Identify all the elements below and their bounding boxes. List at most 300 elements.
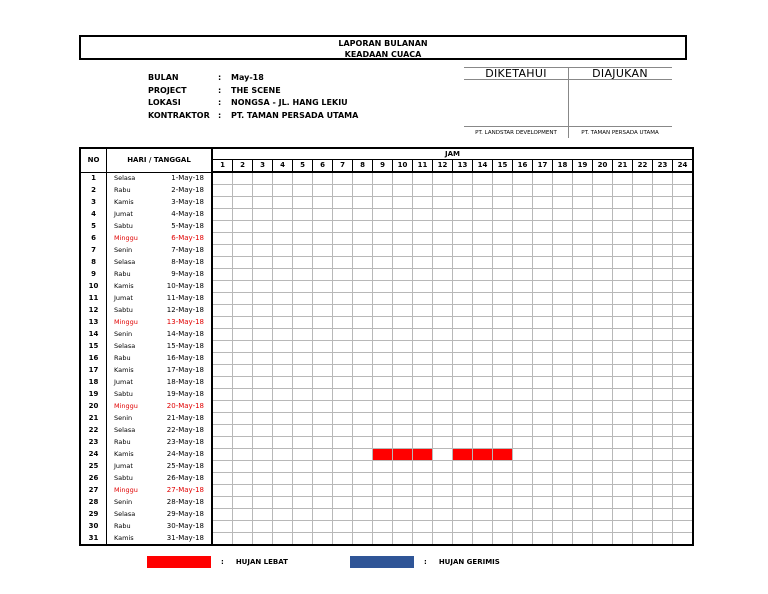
- table-row: [80, 449, 693, 461]
- hour-cell: [633, 269, 653, 281]
- hour-cell: [493, 509, 513, 521]
- hour-cell: [593, 233, 613, 245]
- day-name: Sabtu: [114, 306, 133, 314]
- day-date: 12-May-18: [166, 306, 204, 314]
- hour-cell: [212, 521, 233, 533]
- table-row: [80, 533, 693, 546]
- hour-cell: [453, 269, 473, 281]
- approval-diajukan: [568, 67, 672, 138]
- hour-cell: [293, 497, 313, 509]
- row-number: 15: [80, 341, 107, 353]
- hour-cell: [253, 209, 273, 221]
- hour-cell: [433, 377, 453, 389]
- hour-cell: [533, 437, 553, 449]
- hour-cell: [573, 233, 593, 245]
- hour-cell: [453, 197, 473, 209]
- info-row-kontraktor: [148, 111, 358, 124]
- hour-cell: [533, 521, 553, 533]
- hour-cell: [212, 293, 233, 305]
- hour-cell: [273, 485, 293, 497]
- day-name: Minggu: [114, 402, 138, 410]
- hour-cell: [233, 317, 253, 329]
- hour-cell: [473, 377, 493, 389]
- info-value: PT. TAMAN PERSADA UTAMA: [231, 110, 359, 120]
- row-number: 16: [80, 353, 107, 365]
- hour-cell: [593, 521, 613, 533]
- hour-cell: [653, 401, 673, 413]
- hour-cell: [653, 437, 673, 449]
- hour-cell: [293, 329, 313, 341]
- hour-cell: [413, 461, 433, 473]
- row-number: 2: [80, 185, 107, 197]
- hour-cell: [373, 197, 393, 209]
- day-date: 31-May-18: [166, 533, 204, 542]
- hour-cell: [613, 509, 633, 521]
- hour-cell: [413, 353, 433, 365]
- hour-cell: [613, 293, 633, 305]
- hour-cell: [212, 221, 233, 233]
- hour-cell: [253, 521, 273, 533]
- hour-cell: [293, 437, 313, 449]
- hour-cell: [393, 413, 413, 425]
- hour-cell: [673, 317, 694, 329]
- hour-cell: [433, 437, 453, 449]
- hour-cell: [593, 461, 613, 473]
- hour-cell: [553, 197, 573, 209]
- hour-cell: [633, 413, 653, 425]
- hour-cell: [353, 197, 373, 209]
- hour-cell: [293, 305, 313, 317]
- hour-cell: [593, 185, 613, 197]
- hour-cell: [573, 353, 593, 365]
- hour-cell: [613, 485, 633, 497]
- hour-cell: [513, 425, 533, 437]
- day-name: Selasa: [114, 510, 136, 518]
- hour-cell: [393, 329, 413, 341]
- hour-cell: [593, 269, 613, 281]
- info-colon: :: [218, 85, 222, 95]
- hour-cell: [613, 413, 633, 425]
- hour-cell: [233, 377, 253, 389]
- hour-cell: [233, 473, 253, 485]
- hour-cell: [653, 509, 673, 521]
- hour-cell: [553, 365, 573, 377]
- hour-cell: [573, 257, 593, 269]
- hour-cell: [353, 437, 373, 449]
- hour-cell: [253, 497, 273, 509]
- hour-cell: [493, 233, 513, 245]
- hour-cell: [253, 341, 273, 353]
- hour-cell: [212, 509, 233, 521]
- hour-cell: [453, 329, 473, 341]
- hour-cell: [553, 233, 573, 245]
- legend-label: HUJAN LEBAT: [235, 558, 288, 566]
- hour-cell: [633, 437, 653, 449]
- hour-header-cell: 20: [593, 160, 613, 173]
- weather-grid: [79, 147, 694, 546]
- hour-cell: [253, 365, 273, 377]
- hour-cell: [473, 365, 493, 377]
- hour-cell: [233, 245, 253, 257]
- hour-header-cell: 5: [293, 160, 313, 173]
- hour-cell: [493, 197, 513, 209]
- hour-cell: [212, 233, 233, 245]
- hour-cell: [433, 269, 453, 281]
- info-colon: :: [218, 110, 222, 120]
- row-number: 12: [80, 305, 107, 317]
- hour-cell: [233, 185, 253, 197]
- hour-cell: [433, 209, 453, 221]
- row-day-date: [107, 172, 213, 185]
- hour-cell: [253, 389, 273, 401]
- hour-cell: [553, 185, 573, 197]
- hour-cell: [513, 281, 533, 293]
- hour-cell: [253, 293, 273, 305]
- hour-cell: [373, 329, 393, 341]
- hour-cell: [293, 509, 313, 521]
- hour-cell: [533, 353, 553, 365]
- hour-cell: [473, 521, 493, 533]
- hour-cell: [613, 245, 633, 257]
- row-number: 10: [80, 281, 107, 293]
- hour-cell: [633, 473, 653, 485]
- hour-cell: [633, 521, 653, 533]
- hour-cell: [593, 413, 613, 425]
- hour-cell: [433, 221, 453, 233]
- hour-cell: [313, 197, 333, 209]
- hour-cell: [393, 461, 413, 473]
- hour-cell: [273, 341, 293, 353]
- hour-header-cell: 8: [353, 160, 373, 173]
- day-name: Rabu: [114, 270, 131, 278]
- hour-cell: [373, 233, 393, 245]
- hour-cell: [212, 473, 233, 485]
- hour-cell: [573, 305, 593, 317]
- hour-cell: [353, 365, 373, 377]
- hour-cell: [313, 377, 333, 389]
- hour-cell: [393, 245, 413, 257]
- row-day-date: [107, 473, 213, 485]
- hour-cell: [513, 389, 533, 401]
- hour-cell: [353, 172, 373, 185]
- hour-header-cell: 14: [473, 160, 493, 173]
- hour-cell: [273, 305, 293, 317]
- hour-cell: [293, 209, 313, 221]
- legend-heavy-rain: [147, 556, 288, 568]
- hour-cell: [453, 257, 473, 269]
- hour-cell: [273, 389, 293, 401]
- hour-cell: [573, 509, 593, 521]
- hour-cell: [433, 533, 453, 546]
- hour-cell: [453, 485, 473, 497]
- hour-cell: [593, 197, 613, 209]
- hour-cell: [633, 233, 653, 245]
- hour-cell: [493, 401, 513, 413]
- hour-cell: [613, 437, 633, 449]
- hour-cell: [413, 509, 433, 521]
- hour-cell: [653, 521, 673, 533]
- row-day-date: [107, 329, 213, 341]
- hour-cell: [653, 305, 673, 317]
- row-number: 3: [80, 197, 107, 209]
- hour-cell: [373, 293, 393, 305]
- hour-cell: [593, 497, 613, 509]
- row-number: 26: [80, 473, 107, 485]
- hour-cell: [293, 293, 313, 305]
- hour-cell: [473, 221, 493, 233]
- hour-cell: [513, 401, 533, 413]
- hour-cell: [233, 305, 253, 317]
- hour-cell: [513, 233, 533, 245]
- hour-cell: [673, 533, 694, 546]
- row-day-date: [107, 449, 213, 461]
- day-date: 20-May-18: [166, 402, 204, 410]
- hour-cell: [313, 209, 333, 221]
- hour-cell: [373, 485, 393, 497]
- hour-cell: [393, 401, 413, 413]
- hour-cell: [533, 269, 553, 281]
- hour-cell: [493, 305, 513, 317]
- hour-cell: [393, 209, 413, 221]
- hour-cell: [353, 449, 373, 461]
- hour-cell: [653, 172, 673, 185]
- hour-cell-heavy-rain: [453, 449, 473, 461]
- hour-cell: [393, 497, 413, 509]
- hour-cell: [653, 365, 673, 377]
- header-day: HARI / TANGGAL: [107, 148, 213, 172]
- hour-cell: [593, 317, 613, 329]
- hour-cell: [393, 533, 413, 546]
- table-row: [80, 365, 693, 377]
- hour-cell: [413, 245, 433, 257]
- hour-cell: [273, 172, 293, 185]
- hour-cell: [253, 377, 273, 389]
- hour-cell: [473, 269, 493, 281]
- hour-cell: [613, 233, 633, 245]
- hour-cell: [293, 221, 313, 233]
- hour-cell: [633, 497, 653, 509]
- hour-cell: [673, 245, 694, 257]
- hour-cell: [613, 461, 633, 473]
- hour-cell: [453, 353, 473, 365]
- hour-cell: [313, 172, 333, 185]
- hour-cell: [553, 461, 573, 473]
- hour-cell: [313, 269, 333, 281]
- hour-cell: [212, 185, 233, 197]
- hour-cell: [433, 293, 453, 305]
- hour-cell: [533, 341, 553, 353]
- hour-cell: [273, 257, 293, 269]
- table-row: [80, 329, 693, 341]
- hour-cell: [553, 389, 573, 401]
- hour-cell: [413, 172, 433, 185]
- hour-cell: [393, 509, 413, 521]
- hour-cell: [573, 521, 593, 533]
- table-row: [80, 269, 693, 281]
- hour-cell: [493, 533, 513, 546]
- day-date: 1-May-18: [171, 174, 204, 182]
- hour-cell: [373, 245, 393, 257]
- hour-cell: [413, 233, 433, 245]
- hour-cell: [573, 425, 593, 437]
- row-number: 22: [80, 425, 107, 437]
- hour-cell: [313, 425, 333, 437]
- hour-cell: [353, 245, 373, 257]
- hour-cell: [533, 425, 553, 437]
- hour-header-cell: 24: [673, 160, 694, 173]
- hour-cell: [253, 317, 273, 329]
- hour-cell: [513, 293, 533, 305]
- table-row: [80, 377, 693, 389]
- hour-cell: [653, 269, 673, 281]
- hour-cell: [233, 425, 253, 437]
- hour-cell: [353, 533, 373, 546]
- hour-cell: [433, 461, 453, 473]
- hour-cell: [413, 425, 433, 437]
- hour-cell: [413, 413, 433, 425]
- hour-cell: [473, 233, 493, 245]
- hour-cell: [473, 245, 493, 257]
- day-date: 29-May-18: [166, 510, 204, 518]
- hour-cell: [373, 521, 393, 533]
- row-day-date: [107, 293, 213, 305]
- hour-cell: [533, 509, 553, 521]
- legend-swatch-drizzle: [350, 556, 414, 568]
- hour-cell: [313, 233, 333, 245]
- hour-cell: [593, 389, 613, 401]
- weather-grid-wrapper: [79, 147, 694, 546]
- hour-cell: [673, 172, 694, 185]
- legend-drizzle: [350, 556, 500, 568]
- info-value: THE SCENE: [231, 85, 281, 95]
- day-date: 28-May-18: [166, 498, 204, 506]
- hour-cell: [673, 341, 694, 353]
- hour-cell: [553, 377, 573, 389]
- hour-cell: [513, 377, 533, 389]
- hour-cell: [313, 449, 333, 461]
- hour-cell: [413, 257, 433, 269]
- hour-cell: [333, 389, 353, 401]
- report-subtitle: KEADAAN CUACA: [344, 50, 422, 59]
- hour-cell: [513, 413, 533, 425]
- hour-header-cell: 10: [393, 160, 413, 173]
- hour-cell: [573, 185, 593, 197]
- hour-cell: [553, 485, 573, 497]
- hour-cell: [413, 221, 433, 233]
- hour-cell: [493, 521, 513, 533]
- hour-cell: [593, 533, 613, 546]
- day-date: 18-May-18: [166, 378, 204, 386]
- hour-cell: [353, 473, 373, 485]
- hour-cell: [573, 269, 593, 281]
- day-name: Jumat: [114, 294, 133, 302]
- info-row-bulan: [148, 73, 358, 86]
- info-value: May-18: [231, 73, 264, 82]
- row-number: 27: [80, 485, 107, 497]
- hour-cell: [433, 305, 453, 317]
- hour-cell: [333, 221, 353, 233]
- info-colon: :: [218, 73, 222, 82]
- hour-cell: [313, 305, 333, 317]
- hour-cell: [513, 497, 533, 509]
- day-date: 4-May-18: [171, 210, 204, 218]
- hour-cell: [473, 509, 493, 521]
- hour-cell: [333, 497, 353, 509]
- hour-cell: [413, 365, 433, 377]
- hour-cell: [233, 329, 253, 341]
- hour-cell: [513, 341, 533, 353]
- hour-cell: [333, 353, 353, 365]
- hour-cell: [673, 257, 694, 269]
- hour-cell: [473, 305, 493, 317]
- hour-cell: [493, 341, 513, 353]
- row-day-date: [107, 401, 213, 413]
- hour-cell: [533, 257, 553, 269]
- hour-cell: [333, 341, 353, 353]
- hour-cell: [553, 221, 573, 233]
- hour-cell: [493, 221, 513, 233]
- hour-cell: [593, 401, 613, 413]
- hour-cell: [613, 257, 633, 269]
- hour-cell: [573, 437, 593, 449]
- hour-cell: [473, 197, 493, 209]
- hour-cell: [453, 389, 473, 401]
- hour-cell: [633, 341, 653, 353]
- hour-cell: [573, 341, 593, 353]
- day-name: Kamis: [114, 366, 134, 374]
- hour-cell: [333, 185, 353, 197]
- hour-cell: [433, 425, 453, 437]
- row-day-date: [107, 365, 213, 377]
- row-day-date: [107, 185, 213, 197]
- hour-cell: [613, 353, 633, 365]
- hour-cell: [653, 485, 673, 497]
- hour-cell: [633, 209, 653, 221]
- hour-cell: [433, 281, 453, 293]
- hour-cell: [573, 172, 593, 185]
- hour-cell: [533, 389, 553, 401]
- hour-cell: [533, 172, 553, 185]
- hour-cell: [553, 293, 573, 305]
- hour-cell: [513, 533, 533, 546]
- hour-header-cell: 18: [553, 160, 573, 173]
- hour-cell: [353, 269, 373, 281]
- row-day-date: [107, 389, 213, 401]
- day-date: 19-May-18: [166, 390, 204, 398]
- hour-cell: [293, 533, 313, 546]
- hour-cell: [633, 172, 653, 185]
- hour-cell: [673, 233, 694, 245]
- table-row: [80, 209, 693, 221]
- hour-cell: [373, 341, 393, 353]
- hour-cell-heavy-rain: [413, 449, 433, 461]
- hour-cell: [673, 485, 694, 497]
- day-date: 10-May-18: [166, 282, 204, 290]
- hour-cell: [453, 413, 473, 425]
- hour-cell: [333, 401, 353, 413]
- hour-cell: [253, 197, 273, 209]
- hour-cell: [553, 305, 573, 317]
- hour-cell: [233, 365, 253, 377]
- row-day-date: [107, 521, 213, 533]
- hour-cell: [212, 305, 233, 317]
- hour-cell: [533, 449, 553, 461]
- hour-cell: [473, 389, 493, 401]
- hour-cell: [413, 473, 433, 485]
- approval-diketahui: [464, 67, 568, 138]
- row-day-date: [107, 461, 213, 473]
- hour-cell: [653, 257, 673, 269]
